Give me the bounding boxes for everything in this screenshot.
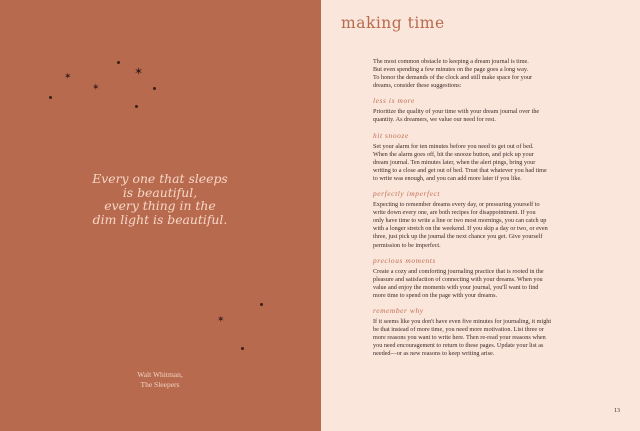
text-line: write down every one, are both recipes for disappointment. If you: [373, 209, 536, 217]
section-heading: perfectly imperfect: [373, 189, 441, 199]
text-line: pleasure and satisfaction of connecting with your dreams. When you: [373, 275, 543, 283]
section-paragraph: [373, 143, 598, 183]
text-line: Create a cozy and comforting journaling practice that is rooted in the: [373, 267, 544, 275]
quote-attribution: [100, 370, 220, 390]
section-heading: remember why: [373, 305, 424, 315]
text-line: To honor the demands of the clock and still make space for your: [373, 74, 533, 82]
page-number: 13: [614, 408, 620, 414]
star-icon: ✶: [64, 72, 72, 82]
text-line: only have time to write a line or two most mornings, you can catch up: [373, 217, 547, 225]
text-line: to write was enough, and you can add more later if you like.: [373, 174, 522, 182]
star-icon: ✶: [134, 65, 144, 78]
text-line: value and enjoy the moments with your journal, you'll want to find: [373, 283, 539, 291]
section-heading: precious moments: [373, 255, 436, 265]
star-dot-icon: [49, 96, 52, 99]
text-line: The most common obstacle to keeping a dream journal is time.: [373, 58, 529, 65]
section-paragraph: [373, 268, 598, 300]
quote-line: every thing in the: [104, 198, 216, 213]
text-line: needed—or as new reasons to keep writing arise.: [373, 350, 495, 358]
text-line: dream journal. Ten minutes later, when the alert pings, bring your: [373, 158, 536, 166]
page-title: making time: [341, 14, 445, 32]
text-line: dreams, consider these suggestions:: [373, 82, 462, 90]
text-line: you need encouragement to return to these pages. Update your list as: [373, 342, 544, 350]
quote-line: Every one that sleeps: [92, 171, 228, 186]
text-line: When the alarm goes off, hit the snooze button, and pick up your: [373, 150, 534, 158]
star-icon: ✶: [217, 315, 225, 325]
intro-paragraph: [373, 58, 598, 90]
star-dot-icon: [117, 61, 120, 64]
attribution-work: The Sleepers: [140, 380, 180, 389]
section-paragraph: [373, 108, 598, 124]
text-line: Expecting to remember dreams every day, or pressuring yourself to: [373, 201, 540, 209]
star-dot-icon: [135, 105, 138, 108]
section-paragraph: [373, 318, 598, 358]
quote-line: is beautiful,: [122, 184, 198, 200]
star-dot-icon: [241, 347, 244, 350]
section-heading: less is more: [373, 96, 415, 106]
star-dot-icon: [153, 87, 156, 90]
text-line: three, just pick up the journal the next chance you get. Give yourself: [373, 233, 543, 241]
star-dot-icon: [260, 303, 263, 306]
text-line: more reasons you want to write here. Then re-read your reasons when: [373, 334, 546, 342]
text-line: Prioritize the quality of your time with your dream journal over the: [373, 108, 540, 116]
section-paragraph: [373, 201, 598, 250]
text-line: permission to be imperfect.: [373, 241, 441, 249]
section-heading: hit snooze: [373, 130, 409, 140]
text-line: If it seems like you don't have even five minutes for journaling, it might: [373, 317, 552, 325]
text-line: Set your alarm for ten minutes before you need to get out of bed.: [373, 142, 534, 150]
text-line: writing to a close and get out of bed. Trust that whatever you had time: [373, 166, 547, 174]
text-line: with a longer stretch on the weekend. If you skip a day or two, or even: [373, 225, 548, 233]
text-line: But even spending a few minutes on the page goes a long way.: [373, 66, 529, 74]
text-line: be that instead of more time, you need more motivation. List three or: [373, 326, 544, 334]
star-icon: ✶: [92, 83, 100, 93]
text-line: quantity. As dreamers, we value our need for rest.: [373, 116, 496, 124]
body-text: [373, 58, 598, 358]
pull-quote: [70, 172, 250, 226]
attribution-author: Walt Whitman,: [137, 370, 183, 379]
text-line: more time to spend on the page with your dreams.: [373, 291, 498, 299]
quote-line: dim light is beautiful.: [92, 211, 228, 227]
